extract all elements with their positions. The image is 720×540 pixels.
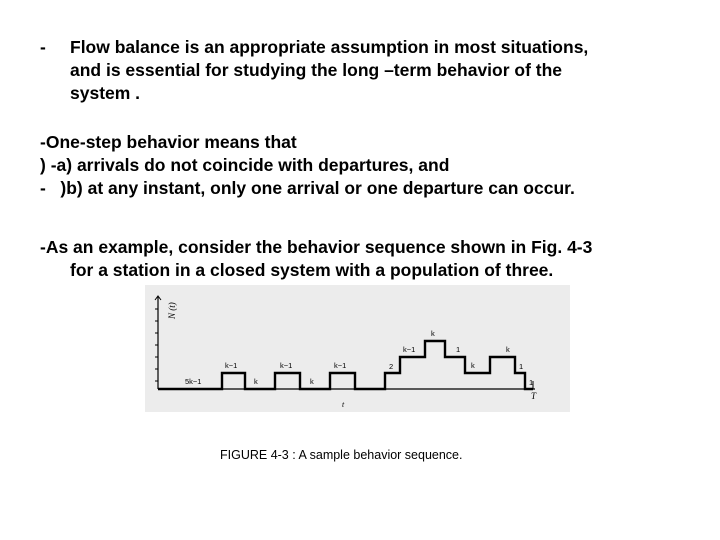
transition-label: 1	[519, 362, 524, 371]
y-axis-label: N (t)	[167, 302, 177, 319]
transition-label: k	[506, 345, 510, 354]
end-time-label: T	[531, 391, 537, 401]
behavior-sequence-plot	[145, 285, 570, 412]
behavior-sequence-figure	[145, 285, 570, 412]
transition-labels	[185, 329, 533, 387]
transition-label: k−1	[280, 361, 293, 370]
transition-label: k−1	[403, 345, 416, 354]
transition-label: 5k−1	[185, 377, 202, 386]
bullet-line: for a station in a closed system with a population of three.	[70, 260, 554, 280]
bullet-line: and is essential for studying the long –term behavior of the	[70, 60, 563, 80]
bullet-line: ) -a) arrivals do not coincide with departures, and	[40, 155, 450, 175]
transition-label: k−1	[225, 361, 238, 370]
bullet-line: -As an example, consider the behavior sequence shown in Fig. 4-3	[40, 237, 593, 257]
bullet-example	[40, 236, 592, 282]
transition-label: k−1	[334, 361, 347, 370]
caption-period: .	[459, 448, 463, 462]
bullet-line: - )b) at any instant, only one arrival or one departure can occur.	[40, 178, 575, 198]
transition-label: k	[254, 377, 258, 386]
bullet-line: -One-step behavior means that	[40, 132, 297, 152]
figure-caption	[220, 448, 463, 462]
transition-label: k	[310, 377, 314, 386]
transition-label: 2	[389, 362, 394, 371]
caption-text: FIGURE 4-3 : A sample behavior sequence	[220, 448, 460, 462]
transition-label: k	[431, 329, 435, 338]
bullet-line: system .	[70, 83, 141, 103]
transition-label: 1	[529, 378, 534, 387]
bullet-one-step	[40, 131, 575, 200]
x-axis-label: t	[342, 400, 345, 409]
bullet-dash: -	[40, 37, 46, 57]
bullet-line: Flow balance is an appropriate assumption in most situations,	[70, 37, 589, 57]
transition-label: k	[471, 361, 475, 370]
transition-label: 1	[456, 345, 461, 354]
